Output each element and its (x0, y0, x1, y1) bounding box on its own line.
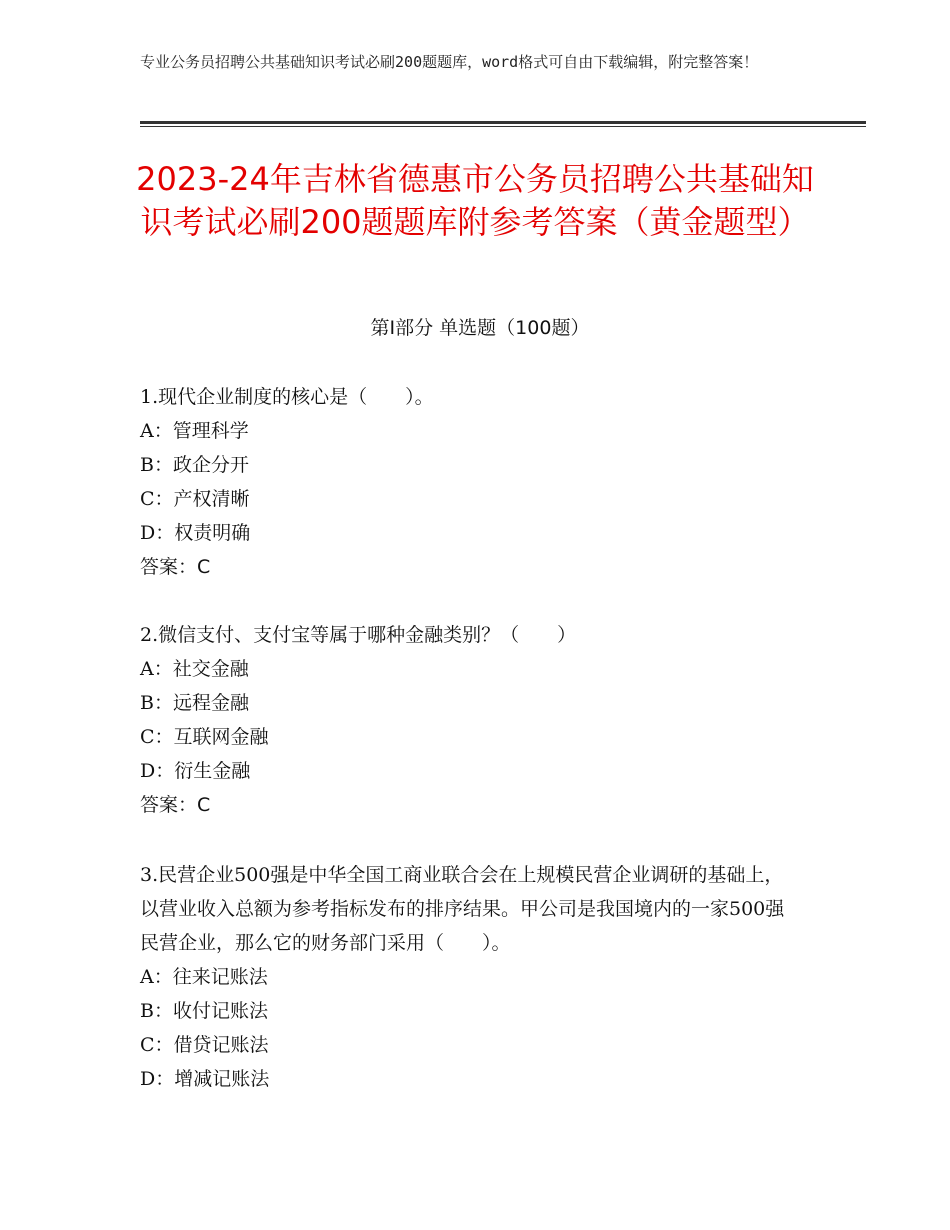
option-c: C：借贷记账法 (140, 1034, 269, 1056)
question-stem: 2.微信支付、支付宝等属于哪种金融类别？（ ） (140, 624, 577, 646)
option-d: D：衍生金融 (140, 760, 251, 782)
answer: 答案：C (140, 556, 211, 578)
header-divider-thin (140, 126, 866, 127)
option-c: C：互联网金融 (140, 726, 269, 748)
option-b: B：收付记账法 (140, 1000, 268, 1022)
header-divider-thick (140, 121, 866, 124)
option-a: A：管理科学 (140, 420, 249, 442)
document-title: 2023-24年吉林省德惠市公务员招聘公共基础知识考试必刷200题题库附参考答案（黄金题型） (136, 160, 814, 241)
header-note: 专业公务员招聘公共基础知识考试必刷200题题库，word格式可自由下载编辑，附完整答案！ (140, 53, 759, 71)
option-d: D：权责明确 (140, 522, 251, 544)
question-2 (140, 618, 800, 822)
question-stem: 1.现代企业制度的核心是（ ）。 (140, 386, 434, 408)
option-c: C：产权清晰 (140, 488, 250, 510)
question-stem: 3.民营企业500强是中华全国工商业联合会在上规模民营企业调研的基础上，以营业收入总额为参考指标发布的排序结果。甲公司是我国境内的一家500强民营企业，那么它的财务部门采用（ ）。 (140, 864, 785, 954)
option-a: A：社交金融 (140, 658, 249, 680)
option-b: B：政企分开 (140, 454, 249, 476)
question-3 (140, 858, 800, 1096)
section-title: 第Ⅰ部分 单选题（100题） (370, 317, 590, 339)
option-a: A：往来记账法 (140, 966, 268, 988)
option-d: D：增减记账法 (140, 1068, 270, 1090)
answer: 答案：C (140, 794, 211, 816)
question-1 (140, 380, 800, 584)
option-b: B：远程金融 (140, 692, 249, 714)
